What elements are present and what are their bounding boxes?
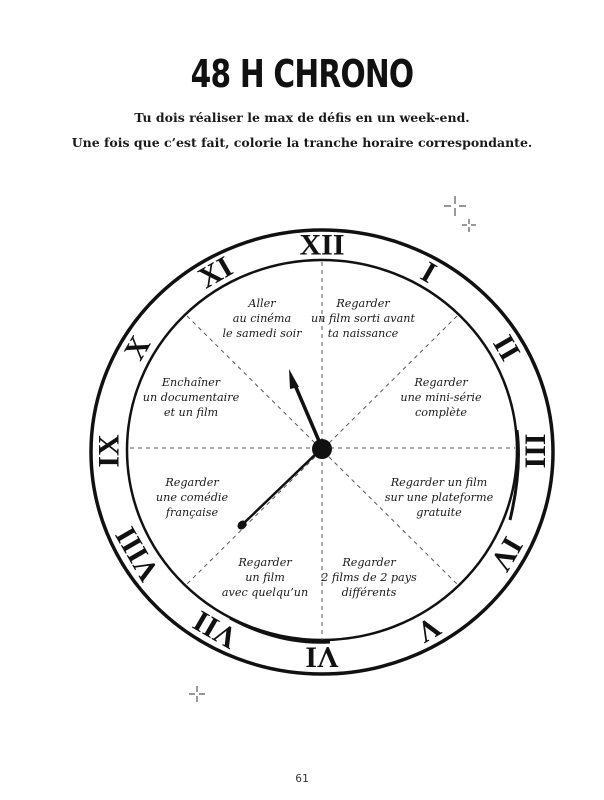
task-line: un film sorti avant (311, 312, 415, 325)
task-line: française (165, 506, 219, 519)
page-number: 61 (295, 772, 309, 785)
sparkle-icon (189, 686, 205, 702)
clock-numeral: V (410, 609, 447, 650)
task-line: Regarder (238, 556, 292, 569)
clock-numeral: XII (299, 228, 345, 262)
sparkle-icon (462, 219, 476, 232)
task-line: un film (245, 571, 285, 584)
clock-numeral: VIII (109, 521, 166, 587)
task-line: Regarder (336, 297, 390, 310)
clock-numeral: III (518, 433, 552, 469)
task-line: le samedi soir (222, 327, 302, 340)
task-line: une mini-série (400, 391, 482, 404)
task-mini-serie (366, 375, 516, 420)
hour-hand-tip (289, 369, 299, 389)
clock-numeral: I (415, 255, 442, 290)
task-documentaire-film (116, 375, 266, 420)
clock-numeral: IX (92, 434, 126, 468)
task-line: une comédie (155, 491, 229, 504)
clock-center-hub (312, 439, 332, 459)
task-film-avant-naissance (288, 296, 438, 341)
sparkle-icon (444, 196, 466, 216)
task-line: Regarder un film (390, 476, 488, 489)
task-line: Regarder (165, 476, 219, 489)
page-title: 48 H CHRONO (190, 52, 414, 96)
task-line: Enchaîner (161, 376, 221, 389)
intro-line-2: Une fois que c’est fait, colorie la tranche horaire correspondante. (71, 135, 533, 150)
intro-line-1: Tu dois réaliser le max de défis en un week-end. (134, 110, 470, 125)
task-line: Regarder (342, 556, 396, 569)
clock-numeral: II (486, 329, 527, 367)
task-comedie-francaise (117, 475, 267, 520)
task-line: Aller (248, 297, 276, 310)
task-line: complète (414, 406, 468, 419)
task-film-avec-quelquun (190, 555, 340, 600)
task-line: Regarder (414, 376, 468, 389)
task-line: un documentaire (142, 391, 240, 404)
task-line: 2 films de 2 pays (321, 571, 417, 584)
task-film-plateforme-gratuite (364, 475, 514, 520)
task-line: gratuite (416, 506, 462, 519)
task-line: ta naissance (327, 327, 399, 340)
clock-numeral: IV (483, 531, 530, 577)
clock-numeral: X (117, 330, 158, 366)
task-line: et un film (163, 406, 219, 419)
task-line: au cinéma (232, 312, 292, 325)
task-line: sur une plateforme (384, 491, 494, 504)
task-line: différents (341, 586, 397, 599)
hour-hand (295, 385, 322, 448)
clock-numeral: XI (192, 249, 239, 296)
task-line: avec quelqu’un (221, 586, 309, 599)
clock-numeral: VII (187, 603, 244, 655)
clock-numeral: VI (305, 640, 339, 674)
